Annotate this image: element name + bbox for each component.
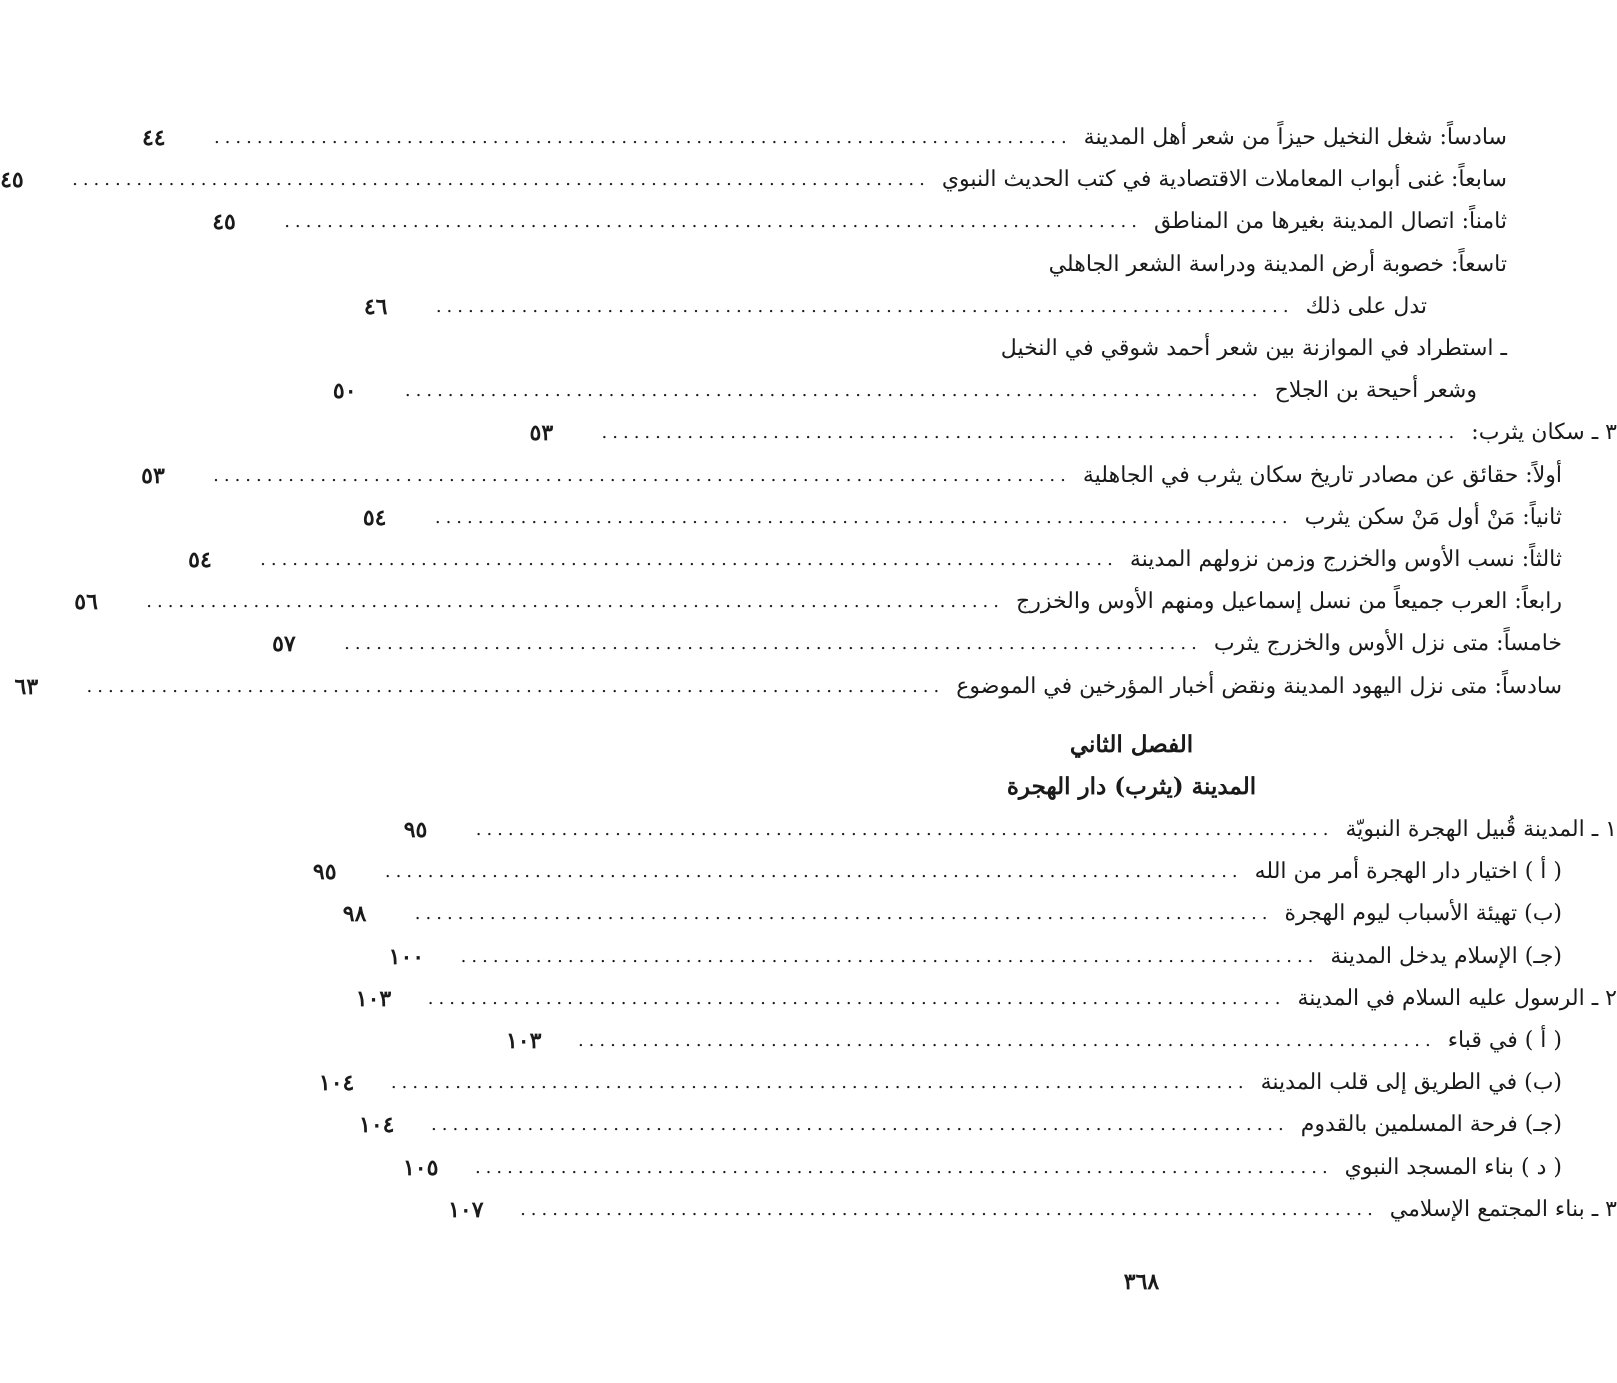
toc-entry xyxy=(363,287,1507,327)
toc-entry-title: أولاً: حقائق عن مصادر تاريخ سكان يثرب في الجاهلية xyxy=(1082,462,1562,488)
toc-entry-title: (جـ) فرحة المسلمين بالقدوم xyxy=(1300,1112,1562,1138)
toc-entry-title: ( أ ) اختيار دار الهجرة أمر من الله xyxy=(1254,859,1562,885)
dot-leader: ................................................................................ xyxy=(146,591,1004,613)
toc-entry xyxy=(362,498,1562,538)
dot-leader: ................................................................................ xyxy=(213,464,1071,486)
dot-leader: ................................................................................ xyxy=(390,1072,1249,1094)
toc-entry-page: ٥٤ xyxy=(188,547,212,573)
dot-leader: ................................................................................ xyxy=(427,987,1286,1009)
toc-entry-title: خامساً: متى نزل الأوس والخزرج يثرب xyxy=(1213,631,1562,657)
toc-entry-page: ١٠٣ xyxy=(505,1028,542,1054)
dot-leader: ................................................................................ xyxy=(434,506,1293,528)
toc-entry xyxy=(141,456,1562,496)
toc-entry-page: ١٠٥ xyxy=(402,1154,439,1181)
dot-leader: ................................................................................ xyxy=(601,422,1460,444)
toc-entry-title: ٣ ـ بناء المجتمع الإسلامي xyxy=(1389,1196,1617,1222)
toc-entry-page: ١٠٤ xyxy=(359,1112,395,1139)
toc-entry-title: سادساً: شغل النخيل حيزاً من شعر أهل المدينة xyxy=(1083,125,1507,150)
toc-entry-page: ١٠٤ xyxy=(318,1070,355,1097)
toc-entry xyxy=(355,979,1617,1019)
toc-entry xyxy=(188,540,1562,580)
toc-entry xyxy=(388,937,1562,977)
toc-entry-page: ٤٥ xyxy=(0,167,24,194)
toc-entry-page: ١٠٠ xyxy=(388,943,425,970)
toc-entry-title: ثالثاً: نسب الأوس والخزرج وزمن نزولهم المدينة xyxy=(1129,547,1562,572)
toc-entry-page: ١٠٧ xyxy=(448,1196,484,1223)
dot-leader: ................................................................................ xyxy=(404,380,1263,402)
page-number: ٣٦٨ xyxy=(1123,1269,1160,1295)
toc-entry-page: ٥٤ xyxy=(362,504,387,531)
toc-entry-title: ( أ ) في قباء xyxy=(1447,1028,1562,1053)
toc-entry xyxy=(332,371,1507,411)
toc-entry-title: رابعاً: العرب جميعاً من نسل إسماعيل ومنهم الأوس والخزرج xyxy=(1016,589,1562,615)
dot-leader: ................................................................................ xyxy=(344,633,1202,655)
toc-entry-title: ثامناً: اتصال المدينة بغيرها من المناطق xyxy=(1153,209,1507,235)
toc-entry-title: ثانياً: مَنْ أول مَنْ سكن يثرب xyxy=(1304,504,1562,530)
toc-entry-title: تاسعاً: خصوبة أرض المدينة ودراسة الشعر الجاهلي xyxy=(1048,251,1507,277)
toc-entry xyxy=(529,413,1617,453)
toc-entry-title: ـ استطراد في الموازنة بين شعر أحمد شوقي في النخيل xyxy=(1000,336,1507,361)
toc-entry-title: تدل على ذلك xyxy=(1305,293,1427,319)
toc-entry-page: ٥٣ xyxy=(141,462,165,489)
chapter-subtitle: المدينة (يثرب) دار الهجرة xyxy=(1006,773,1257,800)
toc-entry xyxy=(74,582,1562,622)
toc-entry-title: (ب) في الطريق إلى قلب المدينة xyxy=(1260,1070,1562,1096)
toc-entry-title: ١ ـ المدينة قُبيل الهجرة النبويّة xyxy=(1345,817,1617,842)
toc-entry xyxy=(312,852,1562,892)
dot-leader: ................................................................................ xyxy=(475,819,1334,840)
toc-entry xyxy=(272,624,1562,664)
toc-entry-page: ٩٥ xyxy=(403,817,428,843)
toc-entry xyxy=(359,1105,1562,1145)
toc-entry-page: ١٠٣ xyxy=(355,985,392,1012)
dot-leader: ................................................................................ xyxy=(384,861,1243,883)
toc-entry xyxy=(756,329,1507,369)
dot-leader: ................................................................................ xyxy=(213,127,1072,148)
toc-entry xyxy=(402,1148,1562,1188)
toc-entry-page: ٩٥ xyxy=(312,859,337,886)
dot-leader: ................................................................................ xyxy=(435,295,1294,317)
dot-leader: ................................................................................ xyxy=(414,903,1273,925)
toc-entry-page: ٤٤ xyxy=(141,125,166,151)
toc-entry xyxy=(342,894,1562,934)
toc-entry-title: ( د ) بناء المسجد النبوي xyxy=(1344,1154,1562,1180)
toc-entry xyxy=(0,160,1507,200)
toc-entry-page: ٩٨ xyxy=(342,901,367,928)
chapter-title: الفصل الثاني xyxy=(1069,731,1194,758)
dot-leader: ................................................................................ xyxy=(431,1114,1289,1136)
toc-entry-title: ٣ ـ سكان يثرب: xyxy=(1471,420,1617,446)
toc-entry-title: (ب) تهيئة الأسباب ليوم الهجرة xyxy=(1284,901,1562,927)
toc-entry-page: ٤٦ xyxy=(363,293,388,320)
toc-entry xyxy=(403,810,1617,850)
toc-entry-page: ٥٧ xyxy=(272,631,296,658)
toc-entry-title: ٢ ـ الرسول عليه السلام في المدينة xyxy=(1297,985,1617,1011)
toc-entry-page: ٦٣ xyxy=(14,673,39,700)
toc-entry xyxy=(505,1021,1562,1061)
toc-entry-page: ٤٥ xyxy=(212,209,236,236)
dot-leader: ................................................................................ xyxy=(72,169,930,191)
toc-entry xyxy=(141,118,1507,158)
dot-leader: ................................................................................ xyxy=(460,945,1319,967)
toc-entry xyxy=(212,202,1507,242)
toc-entry-title: (جـ) الإسلام يدخل المدينة xyxy=(1330,943,1562,969)
dot-leader: ................................................................................ xyxy=(520,1198,1378,1220)
dot-leader: ................................................................................ xyxy=(577,1030,1436,1051)
toc-entry xyxy=(14,667,1562,707)
toc-entry-page: ٥٦ xyxy=(74,589,98,616)
toc-entry xyxy=(756,245,1507,285)
dot-leader: ................................................................................ xyxy=(260,549,1118,570)
toc-entry-title: وشعر أحيحة بن الجلاح xyxy=(1274,378,1477,404)
dot-leader: ................................................................................ xyxy=(284,211,1142,233)
toc-entry xyxy=(448,1190,1617,1230)
toc-entry-title: سابعاً: غنى أبواب المعاملات الاقتصادية في كتب الحديث النبوي xyxy=(941,167,1507,193)
toc-entry-page: ٥٠ xyxy=(332,378,357,405)
dot-leader: ................................................................................ xyxy=(474,1156,1333,1178)
dot-leader: ................................................................................ xyxy=(86,675,945,697)
toc-entry-page: ٥٣ xyxy=(529,420,554,447)
toc-entry xyxy=(318,1063,1562,1103)
toc-entry-title: سادساً: متى نزل اليهود المدينة ونقض أخبار المؤرخين في الموضوع xyxy=(956,673,1562,699)
